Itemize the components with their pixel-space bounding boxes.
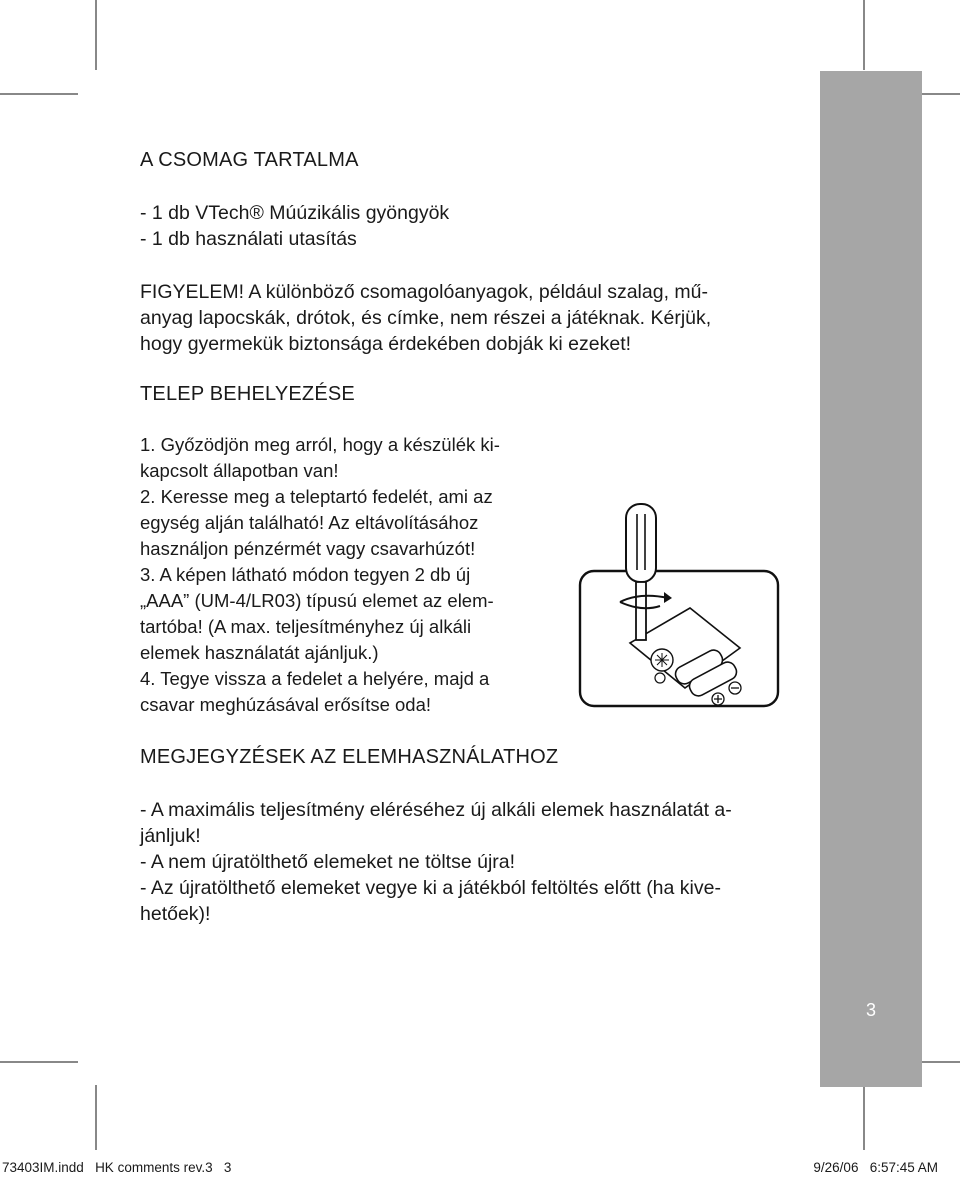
warning-paragraph: [140, 279, 711, 357]
notes-heading: MEGJEGYZÉSEK AZ ELEMHASZNÁLATHOZ: [140, 746, 559, 768]
side-tab: [820, 71, 922, 1087]
footer-timestamp: 9/26/06 6:57:45 AM: [813, 1160, 938, 1175]
note-line: hetőek)!: [140, 903, 211, 925]
battery-steps: [140, 432, 500, 718]
battery-heading: TELEP BEHELYEZÉSE: [140, 383, 355, 405]
step-line: elemek használatát ajánljuk.): [140, 642, 379, 663]
step-line: kapcsolt állapotban van!: [140, 460, 339, 481]
contents-list: [140, 200, 449, 252]
warning-line: FIGYELEM! A különböző csomagolóanyagok, például szalag, mű-: [140, 281, 708, 303]
warning-line: anyag lapocskák, drótok, és címke, nem részei a játéknak. Kérjük,: [140, 307, 712, 329]
note-line: jánljuk!: [140, 825, 201, 847]
step-line: egység alján található! Az eltávolításához: [140, 512, 479, 533]
step-line: 3. A képen látható módon tegyen 2 db új: [140, 564, 471, 585]
list-item: - 1 db VTech® Múúzikális gyöngyök: [140, 202, 450, 224]
step-line: 2. Keresse meg a teleptartó fedelét, ami az: [140, 486, 493, 507]
step-line: 1. Győzödjön meg arról, hogy a készülék ki-: [140, 434, 500, 455]
step-line: használjon pénzérmét vagy csavarhúzót!: [140, 538, 476, 559]
list-item: - 1 db használati utasítás: [140, 228, 357, 250]
notes-list: [140, 797, 732, 927]
step-line: „AAA” (UM-4/LR03) típusú elemet az elem-: [140, 590, 494, 611]
page-number: 3: [865, 1000, 876, 1020]
screwdriver-illustration: [590, 498, 830, 718]
note-line: - A maximális teljesítmény eléréséhez új alkáli elemek használatát a-: [140, 799, 732, 821]
note-line: - A nem újratölthető elemeket ne töltse újra!: [140, 851, 516, 873]
footer-file-info: 73403IM.indd HK comments rev.3 3: [2, 1160, 232, 1175]
step-line: csavar meghúzásával erősítse oda!: [140, 694, 432, 715]
step-line: tartóba! (A max. teljesítményhez új alkáli: [140, 616, 472, 637]
warning-line: hogy gyermekük biztonsága érdekében dobják ki ezeket!: [140, 333, 632, 355]
step-line: 4. Tegye vissza a fedelet a helyére, majd a: [140, 668, 490, 689]
contents-heading: A CSOMAG TARTALMA: [140, 149, 359, 171]
note-line: - Az újratölthető elemeket vegye ki a játékból feltöltés előtt (ha kive-: [140, 877, 721, 899]
